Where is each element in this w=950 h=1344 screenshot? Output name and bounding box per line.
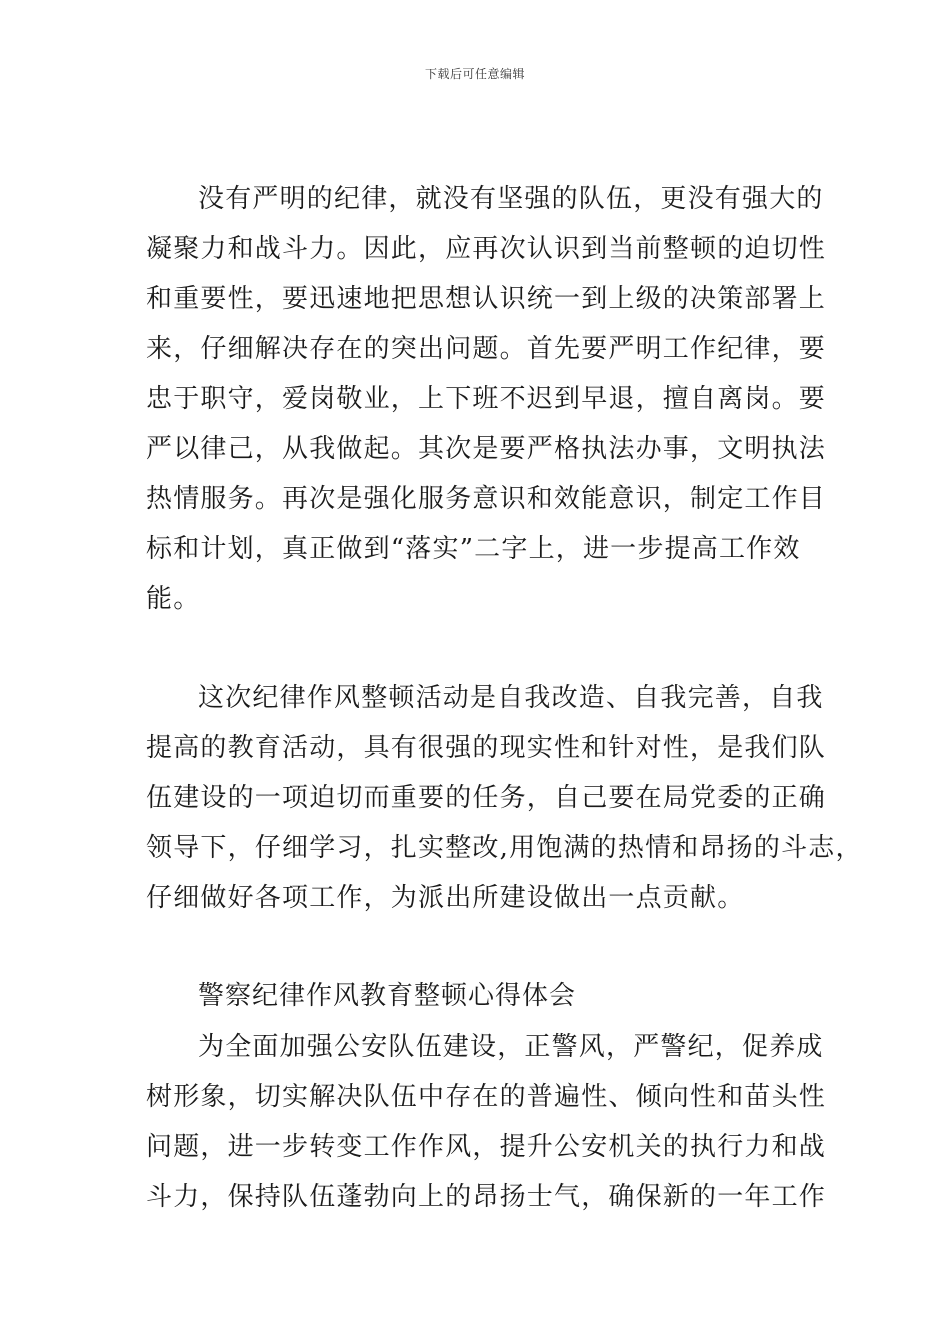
text-line: 严以律己，从我做起。其次是要严格执法办事，文明执法 — [146, 434, 827, 464]
text-line: 忠于职守，爱岗敬业，上下班不迟到早退，擅自离岗。要 — [146, 384, 827, 414]
text-line: 提高的教育活动，具有很强的现实性和针对性，是我们队 — [146, 733, 827, 763]
paragraph-discipline — [146, 174, 827, 624]
section-title: 警察纪律作风教育整顿心得体会 — [198, 981, 577, 1011]
header-note: 下载后可任意编辑 — [424, 67, 525, 81]
text-line: 这次纪律作风整顿活动是自我改造、自我完善，自我 — [198, 683, 824, 713]
text-line: 问题，进一步转变工作作风，提升公安机关的执行力和战 — [146, 1132, 827, 1162]
paragraph-police-building — [146, 1022, 827, 1222]
text-line: 伍建设的一项迫切而重要的任务，自己要在局党委的正确 — [146, 783, 827, 813]
text-line: 没有严明的纪律，就没有坚强的队伍，更没有强大的 — [198, 184, 824, 214]
paragraph-rectification — [146, 673, 863, 923]
text-line: 树形象，切实解决队伍中存在的普遍性、倾向性和苗头性 — [146, 1082, 827, 1112]
text-line: 凝聚力和战斗力。因此，应再次认识到当前整顿的迫切性 — [146, 234, 827, 264]
text-line: 领导下，仔细学习，扎实整改,用饱满的热情和昂扬的斗志， — [146, 833, 863, 863]
text-line: 能。 — [146, 584, 201, 614]
text-line: 标和计划，真正做到“落实”二字上，进一步提高工作效 — [146, 534, 801, 564]
text-line: 斗力，保持队伍蓬勃向上的昂扬士气，确保新的一年工作 — [146, 1182, 827, 1212]
text-line: 仔细做好各项工作，为派出所建设做出一点贡献。 — [146, 883, 745, 913]
text-line: 为全面加强公安队伍建设，正警风，严警纪，促养成 — [198, 1032, 824, 1062]
text-line: 热情服务。再次是强化服务意识和效能意识，制定工作目 — [146, 484, 827, 514]
text-line: 来，仔细解决存在的突出问题。首先要严明工作纪律，要 — [146, 334, 827, 364]
text-line: 和重要性，要迅速地把思想认识统一到上级的决策部署上 — [146, 284, 827, 314]
